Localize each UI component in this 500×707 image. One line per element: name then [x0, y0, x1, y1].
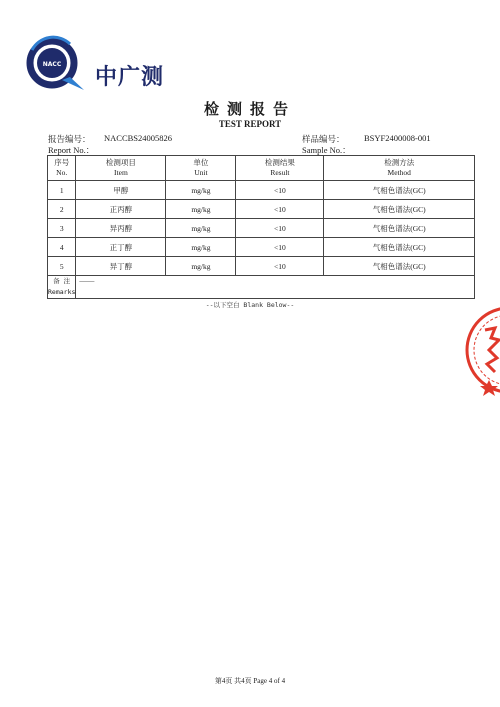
logo-badge-text: NACC: [42, 61, 62, 68]
cell-item: 正丁醇: [76, 238, 166, 257]
sample-no-value: BSYF2400008-001: [364, 133, 431, 143]
cell-no: 2: [48, 200, 76, 219]
cell-method: 气相色谱法(GC): [324, 200, 475, 219]
header-no: 序号 No.: [48, 156, 76, 181]
table-row: [48, 181, 475, 200]
cell-unit: mg/kg: [166, 200, 236, 219]
cell-result: <10: [236, 200, 324, 219]
remarks-row: [48, 276, 475, 299]
cell-unit: mg/kg: [166, 238, 236, 257]
blank-below-note: --以下空白 Blank Below--: [205, 301, 295, 309]
report-title: 检测报告: [203, 102, 296, 118]
cell-item: 甲醇: [76, 181, 166, 200]
cell-unit: mg/kg: [166, 257, 236, 276]
remarks-label: 备 注 Remarks: [48, 276, 76, 299]
cell-method: 气相色谱法(GC): [324, 219, 475, 238]
page-footer: 第4页 共4页 Page 4 of 4: [214, 677, 286, 685]
results-table: [47, 155, 475, 299]
header-unit: 单位 Unit: [166, 156, 236, 181]
sample-no-label-cn: 样品编号：: [302, 134, 345, 144]
cell-result: <10: [236, 181, 324, 200]
report-no-label-cn: 报告编号：: [48, 134, 91, 144]
table-header-row: [48, 156, 475, 181]
cell-no: 3: [48, 219, 76, 238]
cell-method: 气相色谱法(GC): [324, 238, 475, 257]
table-row: [48, 238, 475, 257]
report-no-label-en: Report No.：: [48, 145, 95, 155]
table-row: [48, 219, 475, 238]
cell-method: 气相色谱法(GC): [324, 257, 475, 276]
remarks-value: ——: [76, 276, 475, 299]
header-method: 检测方法 Method: [324, 156, 475, 181]
sample-no-label-en: Sample No.：: [302, 145, 351, 155]
brand-text: 中广测: [95, 65, 165, 90]
header-item: 检测项目 Item: [76, 156, 166, 181]
cell-result: <10: [236, 219, 324, 238]
cell-item: 异丁醇: [76, 257, 166, 276]
cell-no: 1: [48, 181, 76, 200]
cell-no: 5: [48, 257, 76, 276]
cell-result: <10: [236, 257, 324, 276]
table-row: [48, 257, 475, 276]
cell-unit: mg/kg: [166, 219, 236, 238]
cell-result: <10: [236, 238, 324, 257]
report-subtitle: TEST REPORT: [218, 119, 282, 129]
table-row: [48, 200, 475, 219]
header-result: 检测结果 Result: [236, 156, 324, 181]
report-no-value: NACCBS24005826: [104, 133, 173, 143]
cell-item: 异丙醇: [76, 219, 166, 238]
cell-method: 气相色谱法(GC): [324, 181, 475, 200]
cell-item: 正丙醇: [76, 200, 166, 219]
cell-no: 4: [48, 238, 76, 257]
cell-unit: mg/kg: [166, 181, 236, 200]
seal-stamp: [465, 300, 500, 400]
